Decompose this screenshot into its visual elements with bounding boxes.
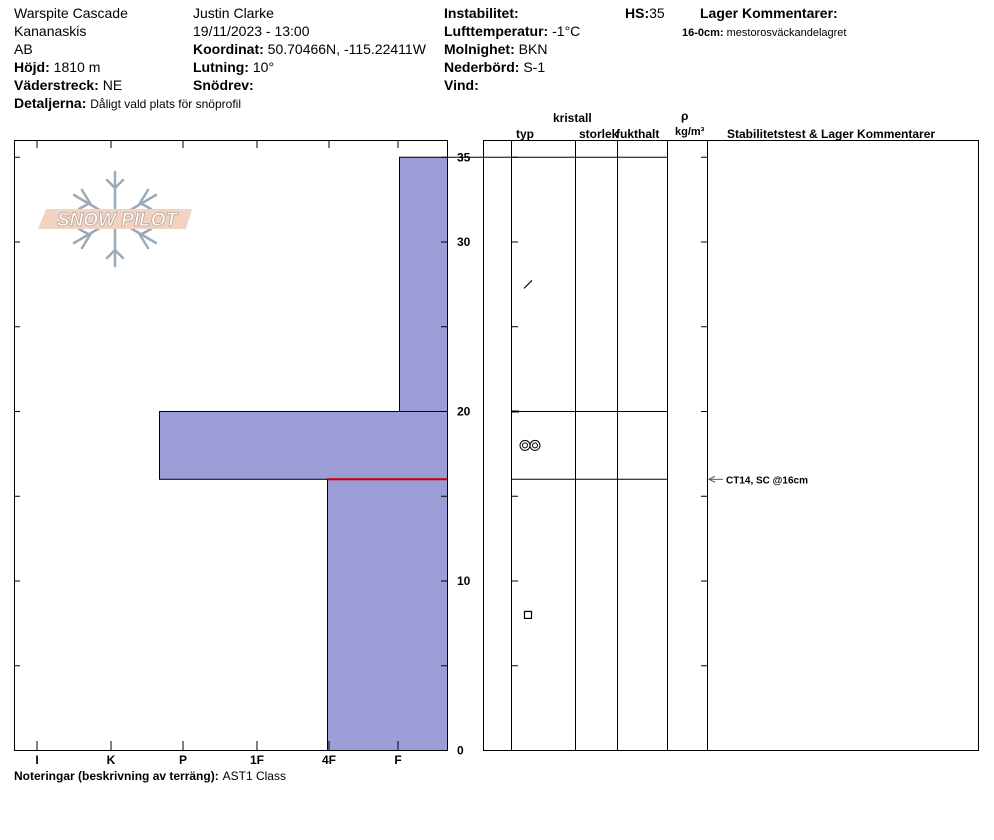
notes-row	[14, 767, 286, 784]
coordinate-value: 50.70466N, -115.22411W	[267, 41, 426, 57]
hs-value: 35	[649, 5, 665, 21]
precip-value: S-1	[523, 59, 546, 75]
crystal-header: kristall	[553, 111, 592, 125]
wind-label: Vind:	[444, 77, 479, 93]
observation-datetime: 19/11/2023 - 13:00	[193, 23, 310, 39]
elevation-value: 1810 m	[53, 59, 101, 75]
state: AB	[14, 41, 33, 57]
slope-value: 10°	[252, 59, 275, 75]
hardness-tick-label: K	[106, 753, 116, 767]
details-value: Dåligt vald plats för snöprofil	[90, 97, 241, 111]
sky-label: Molnighet:	[444, 41, 515, 57]
hardness-layer-bar	[328, 479, 448, 750]
observer-name: Justin Clarke	[193, 5, 274, 21]
stability-test-label: CT14, SC @16cm	[726, 475, 809, 487]
drift-label: Snödrev:	[193, 77, 254, 93]
moisture-header: fukthalt	[616, 127, 660, 141]
density-unit-header: kg/m³	[675, 126, 705, 138]
hs-label: HS:	[625, 5, 650, 21]
hardness-tick-label: F	[394, 753, 402, 767]
hardness-layer-bar	[400, 157, 448, 411]
depth-tick-label: 0	[457, 743, 464, 758]
hardness-tick-label: 4F	[321, 753, 337, 767]
airtemp-label: Lufttemperatur:	[444, 23, 549, 39]
slope-label: Lutning:	[193, 59, 249, 75]
mountain-range: Kananaskis	[14, 23, 87, 39]
depth-tick-label: 20	[457, 404, 471, 419]
hardness-tick-label: 1F	[249, 753, 265, 767]
melt-freeze-clusters-icon	[520, 440, 540, 450]
logo-text: SNOW PILOT	[56, 210, 178, 231]
aspect-value: NE	[102, 77, 123, 93]
layer-comments-title: Lager Kommentarer:	[700, 5, 838, 21]
stability-header: Stabilitetstest & Lager Kommentarer	[727, 127, 936, 141]
snowpilot-logo	[38, 172, 192, 266]
notes-label: Noteringar (beskrivning av terräng):	[14, 769, 219, 783]
hardness-layer-bar	[160, 412, 448, 480]
crystal-size-header: storlek	[579, 127, 619, 141]
details-label: Detaljerna:	[14, 95, 87, 111]
elevation-label: Höjd:	[14, 59, 50, 75]
layer-comment-text: mestorosväckandelagret	[726, 27, 847, 39]
depth-tick-label: 35	[457, 150, 471, 165]
sky-value: BKN	[518, 41, 548, 57]
aspect-label: Väderstreck:	[14, 77, 99, 93]
instability-label: Instabilitet:	[444, 5, 519, 21]
hardness-tick-label: I	[35, 753, 39, 767]
depth-tick-label: 10	[457, 574, 471, 588]
crystal-table-columns	[512, 140, 708, 751]
faceted-crystal-icon	[525, 611, 532, 618]
depth-tick-label: 30	[457, 235, 471, 249]
hardness-tick-label: P	[178, 753, 188, 767]
airtemp-value: -1°C	[552, 23, 581, 39]
layer-comment-depth: 16-0cm:	[682, 27, 724, 39]
notes-value: AST1 Class	[222, 769, 286, 783]
crystal-type-header: typ	[516, 127, 534, 141]
coordinate-label: Koordinat:	[193, 41, 264, 57]
crystal-table-frame	[484, 141, 979, 751]
location-name: Warspite Cascade	[14, 5, 128, 21]
density-symbol-header: ρ	[681, 109, 689, 123]
decomposing-fragments-icon	[524, 280, 532, 288]
precip-label: Nederbörd:	[444, 59, 520, 75]
